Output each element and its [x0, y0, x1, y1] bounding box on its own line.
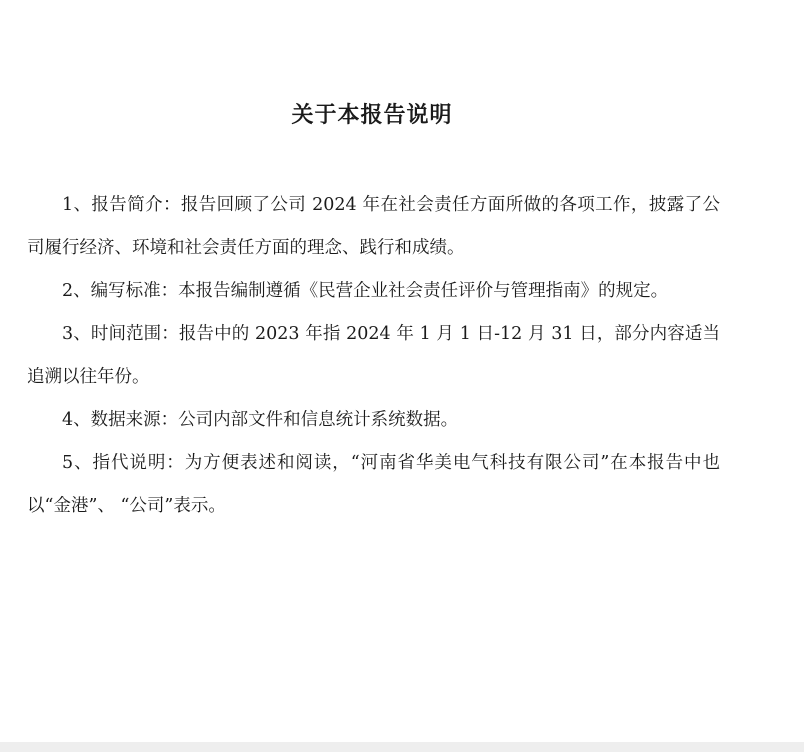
- page-title: 关于本报告说明: [291, 102, 453, 128]
- page-bottom-edge: [0, 742, 804, 752]
- paragraph-standard: 2、编写标准：本报告编制遵循《民营企业社会责任评价与管理指南》的规定。: [62, 281, 669, 301]
- paragraph-report-intro: 1、报告简介：报告回顾了公司 2024 年在社会责任方面所做的各项工作，披露了公司履行经济、环境和社会责任方面的理念、践行和成绩。: [27, 195, 720, 258]
- paragraph-time-range: 3、时间范围：报告中的 2023 年指 2024 年 1 月 1 日-12 月 31 日，部分内容适当追溯以往年份。: [27, 324, 720, 387]
- paragraph-reference: 5、指代说明：为方便表述和阅读，“河南省华美电气科技有限公司”在本报告中也以“金港”、 “公司”表示。: [27, 453, 720, 516]
- paragraph-data-source: 4、数据来源：公司内部文件和信息统计系统数据。: [62, 410, 459, 430]
- document-body: [27, 184, 720, 528]
